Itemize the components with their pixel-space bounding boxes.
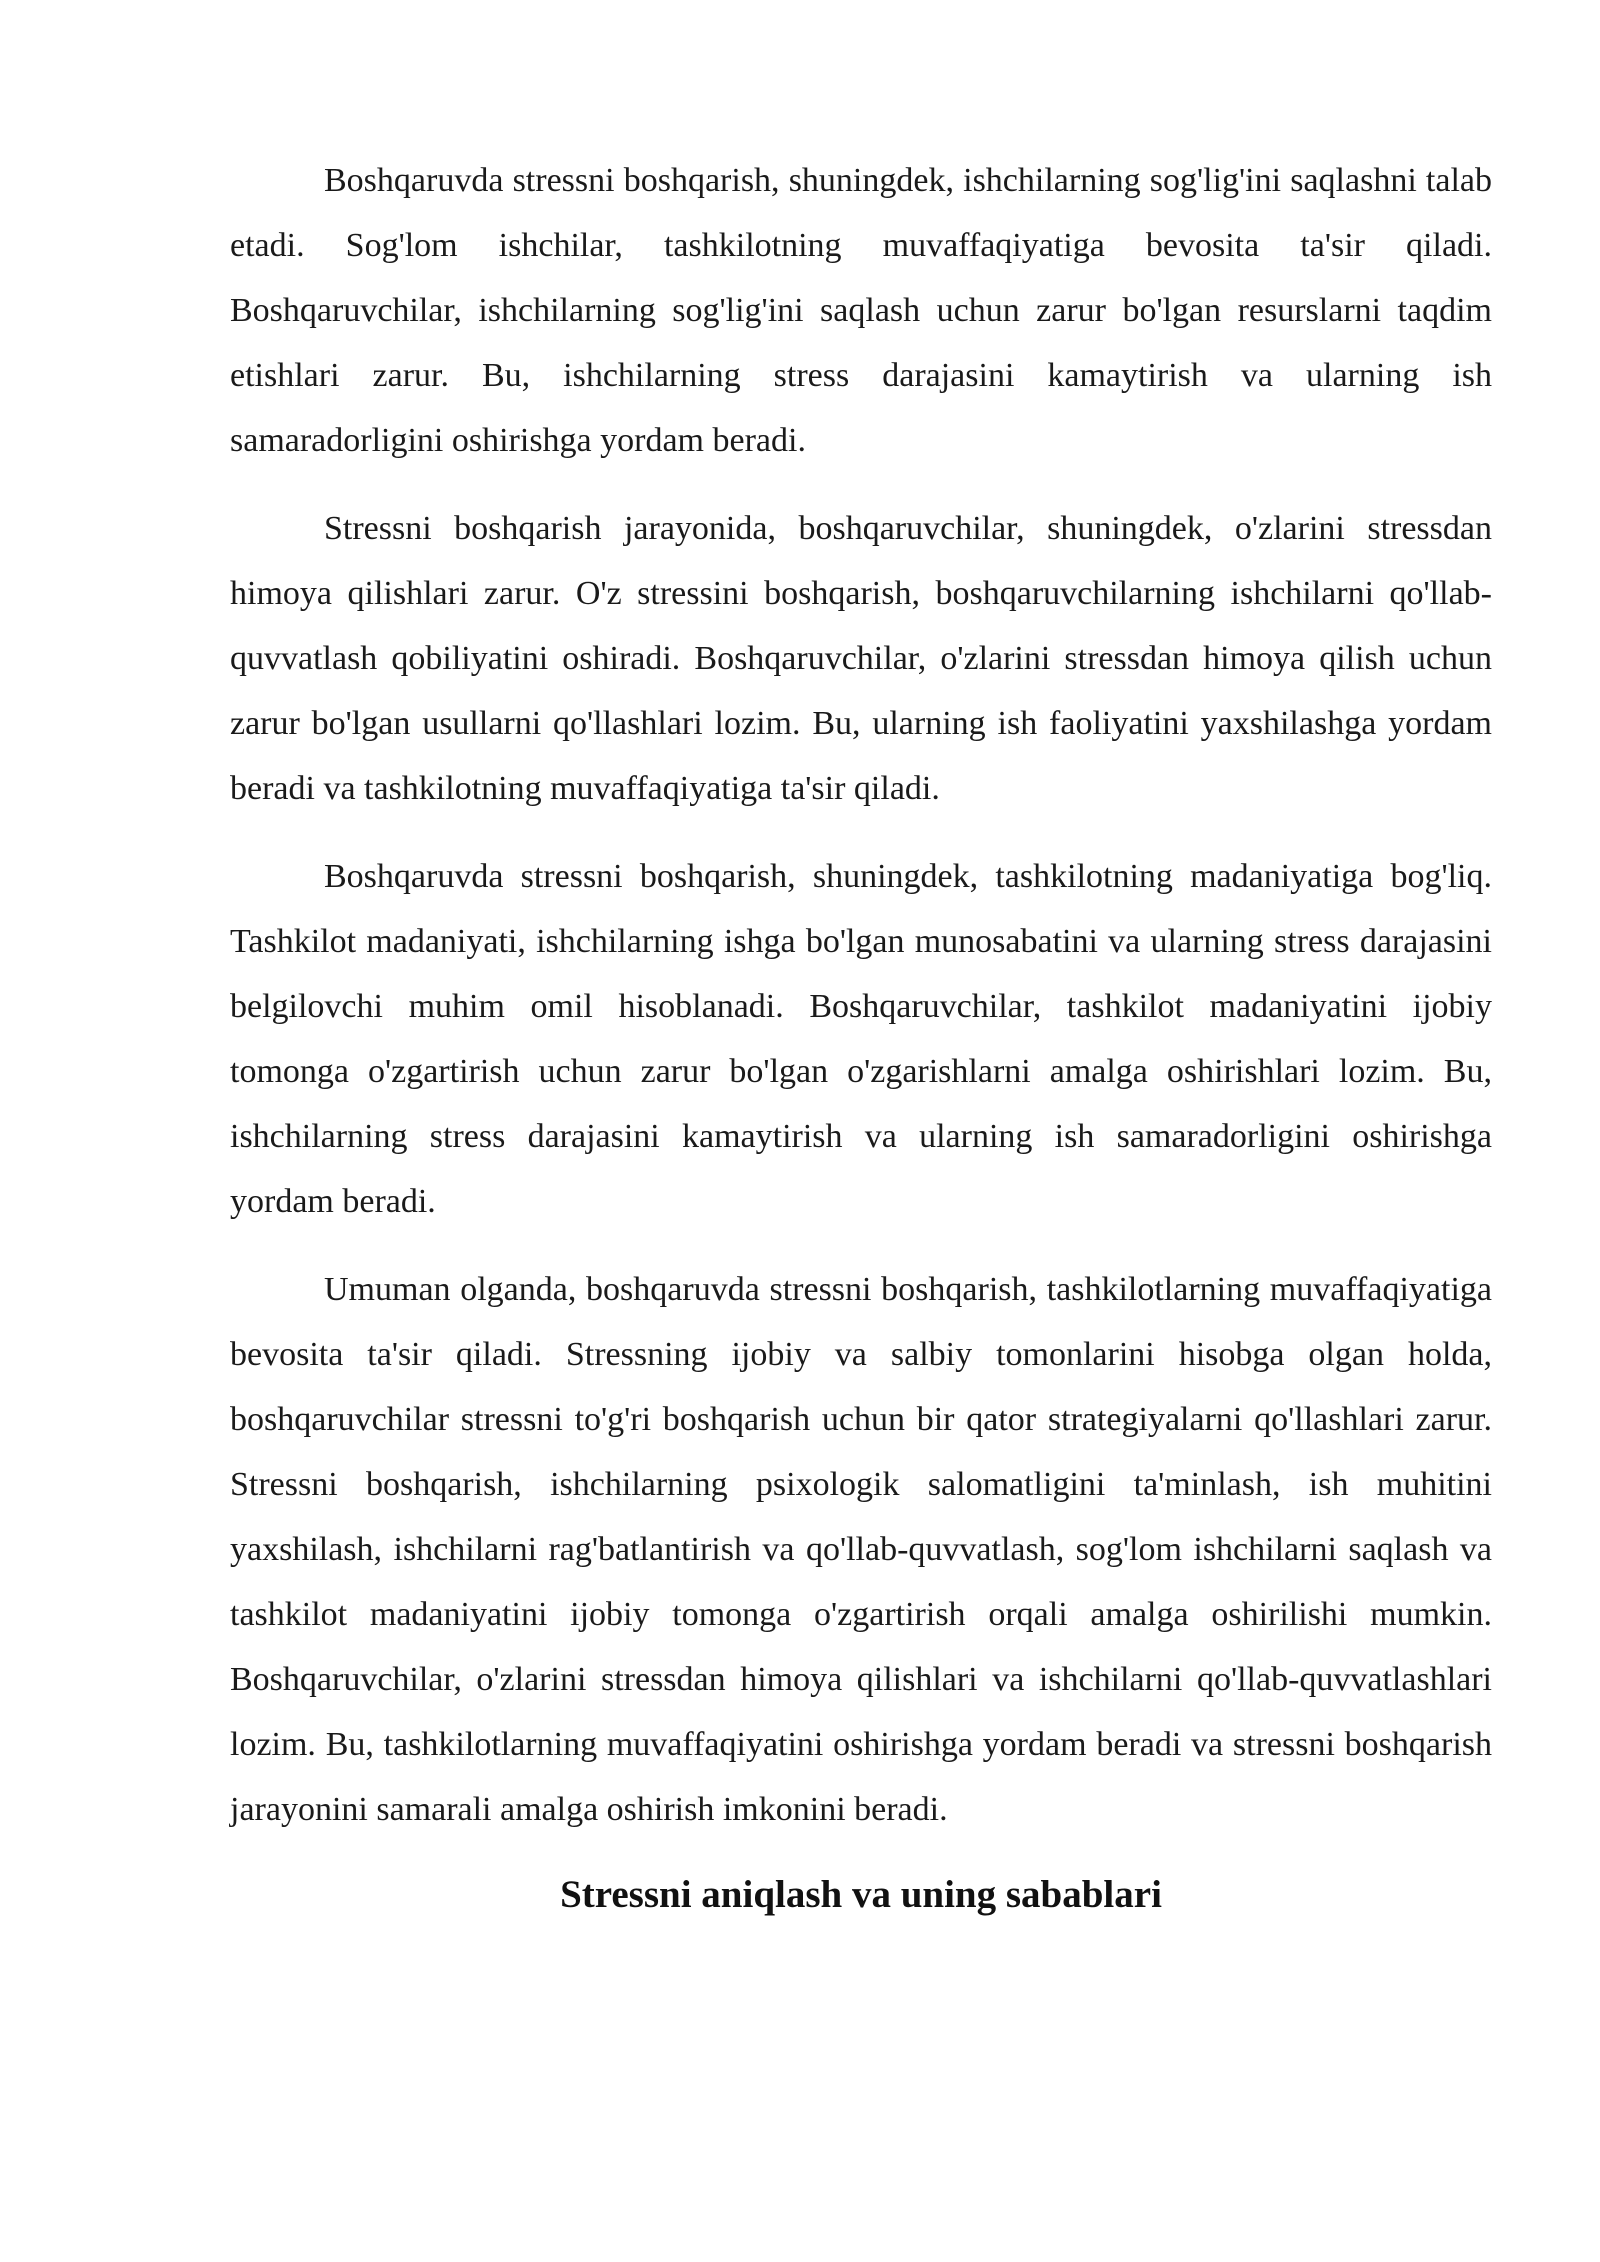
section-heading: Stressni aniqlash va uning sabablari [560,1873,1162,1916]
paragraph-4: Umuman olganda, boshqaruvda stressni boshqarish, tashkilotlarning muvaffaqiyatiga bevosita ta'sir qiladi. Stressning ijobiy va salbiy tomonlarini hisobga olgan holda, boshqaruvchilar stressni to'g'ri boshqarish uchun bir qator strategiyalarni qo'llashlari zarur. Stressni boshqarish, ishchilarning psixologik salomatligini ta'minlash, ish muhitini yaxshilash, ishchilarni rag'batlantirish va qo'llab-quvvatlash, sog'lom ishchilarni saqlash va tashkilot madaniyatini ijobiy tomonga o'zgartirish orqali amalga oshirilishi mumkin. Boshqaruvchilar, o'zlarini stressdan himoya qilishlari va ishchilarni qo'llab-quvvatlashlari lozim. Bu, tashkilotlarning muvaffaqiyatini oshirishga yordam beradi va stressni boshqarish jarayonini samarali amalga oshirish imkonini beradi. [230,1271,1492,1828]
body-text [230,148,1492,1925]
paragraph-1: Boshqaruvda stressni boshqarish, shuningdek, ishchilarning sog'lig'ini saqlashni talab etadi. Sog'lom ishchilar, tashkilotning muvaffaqiyatiga bevosita ta'sir qiladi. Boshqaruvchilar, ishchilarning sog'lig'ini saqlash uchun zarur bo'lgan resurslarni taqdim etishlari zarur. Bu, ishchilarning stress darajasini kamaytirish va ularning ish samaradorligini oshirishga yordam beradi. [230,162,1492,459]
paragraph-2: Stressni boshqarish jarayonida, boshqaruvchilar, shuningdek, o'zlarini stressdan himoya qilishlari zarur. O'z stressini boshqarish, boshqaruvchilarning ishchilarni qo'llab-quvvatlash qobiliyatini oshiradi. Boshqaruvchilar, o'zlarini stressdan himoya qilish uchun zarur bo'lgan usullarni qo'llashlari lozim. Bu, ularning ish faoliyatini yaxshilashga yordam beradi va tashkilotning muvaffaqiyatiga ta'sir qiladi. [230,510,1492,807]
paragraph-3: Boshqaruvda stressni boshqarish, shuningdek, tashkilotning madaniyatiga bog'liq. Tashkilot madaniyati, ishchilarning ishga bo'lgan munosabatini va ularning stress darajasini belgilovchi muhim omil hisoblanadi. Boshqaruvchilar, tashkilot madaniyatini ijobiy tomonga o'zgartirish uchun zarur bo'lgan o'zgarishlarni amalga oshirishlari lozim. Bu, ishchilarning stress darajasini kamaytirish va ularning ish samaradorligini oshirishga yordam beradi. [230,858,1492,1220]
